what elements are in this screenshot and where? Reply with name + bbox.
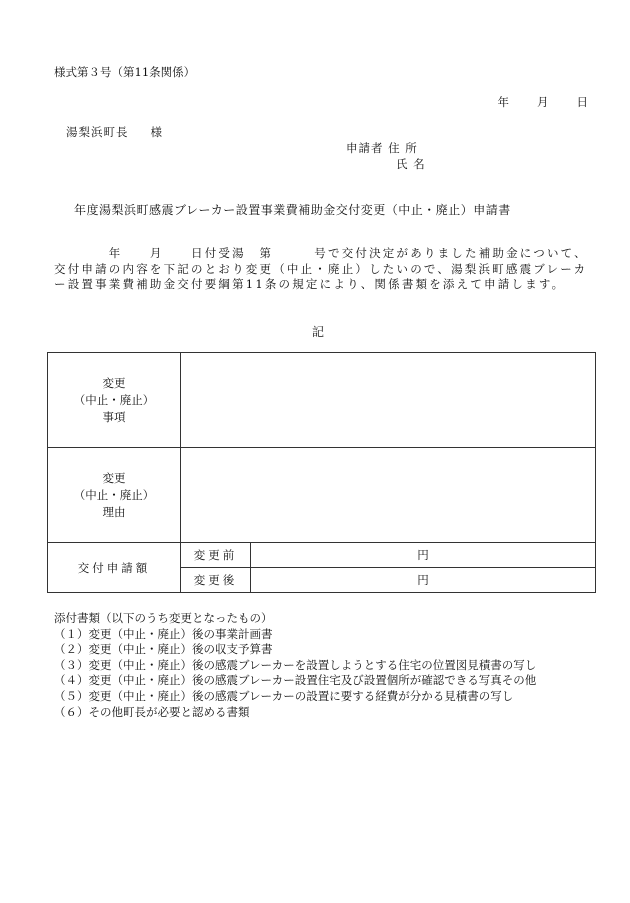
date-month: 月 — [537, 95, 549, 109]
table-row-change-reason — [48, 448, 596, 543]
attachment-item: （１）変更（中止・廃止）後の事業計画書 — [54, 626, 273, 641]
addressee — [66, 124, 163, 140]
before-amount-field[interactable] — [251, 543, 596, 568]
before-yen: 円 — [417, 548, 429, 562]
addressee-name: 湯梨浜町長 — [66, 125, 129, 139]
change-items-label: 変更 （中止・廃止） 事項 — [48, 353, 181, 448]
attachments-section — [54, 611, 536, 720]
body-text: 年 月 日付受湯 第 号で交付決定がありました補助金について、交付申請の内容を下記のとおり変更（中止・廃止）したいので、湯梨浜町感震ブレーカー設置事業費補助金交付要綱第11条の規定により、関係書類を添えて申請します。 — [54, 246, 588, 291]
before-label: 変更前 — [181, 543, 251, 568]
ki-heading: 記 — [312, 325, 325, 339]
attachment-item: （３）変更（中止・廃止）後の感震ブレーカーを設置しようとする住宅の位置図見積書の写し — [54, 657, 537, 672]
application-table — [47, 352, 596, 593]
attachments-heading: 添付書類（以下のうち変更となったもの） — [54, 611, 273, 625]
after-label: 変更後 — [181, 568, 251, 593]
addressee-honorific: 様 — [150, 125, 163, 139]
document-title: 年度湯梨浜町感震ブレーカー設置事業費補助金交付変更（中止・廃止）申請書 — [74, 203, 511, 217]
applicant-name-label: 氏 名 — [396, 157, 426, 171]
after-amount-field[interactable] — [251, 568, 596, 593]
attachment-item: （５）変更（中止・廃止）後の感震ブレーカーの設置に要する経費が分かる見積書の写し — [54, 688, 514, 703]
attachment-item: （６）その他町長が必要と認める書類 — [54, 704, 250, 719]
date-day: 日 — [576, 95, 588, 109]
change-items-field[interactable] — [181, 353, 596, 448]
table-row-change-items — [48, 353, 596, 448]
date-year: 年 — [497, 95, 509, 109]
amount-label: 交付申請額 — [48, 543, 181, 593]
after-yen: 円 — [417, 573, 429, 587]
change-reason-field[interactable] — [181, 448, 596, 543]
applicant-address-label: 申請者 住 所 — [346, 141, 418, 155]
attachment-item: （２）変更（中止・廃止）後の収支予算書 — [54, 642, 273, 657]
form-number: 様式第３号（第11条関係） — [54, 65, 196, 79]
table-row-amount-before — [48, 543, 596, 568]
attachment-item: （４）変更（中止・廃止）後の感震ブレーカー設置住宅及び設置個所が確認できる写真その他 — [54, 673, 537, 688]
change-reason-label: 変更 （中止・廃止） 理由 — [48, 448, 181, 543]
date-line — [498, 94, 589, 110]
